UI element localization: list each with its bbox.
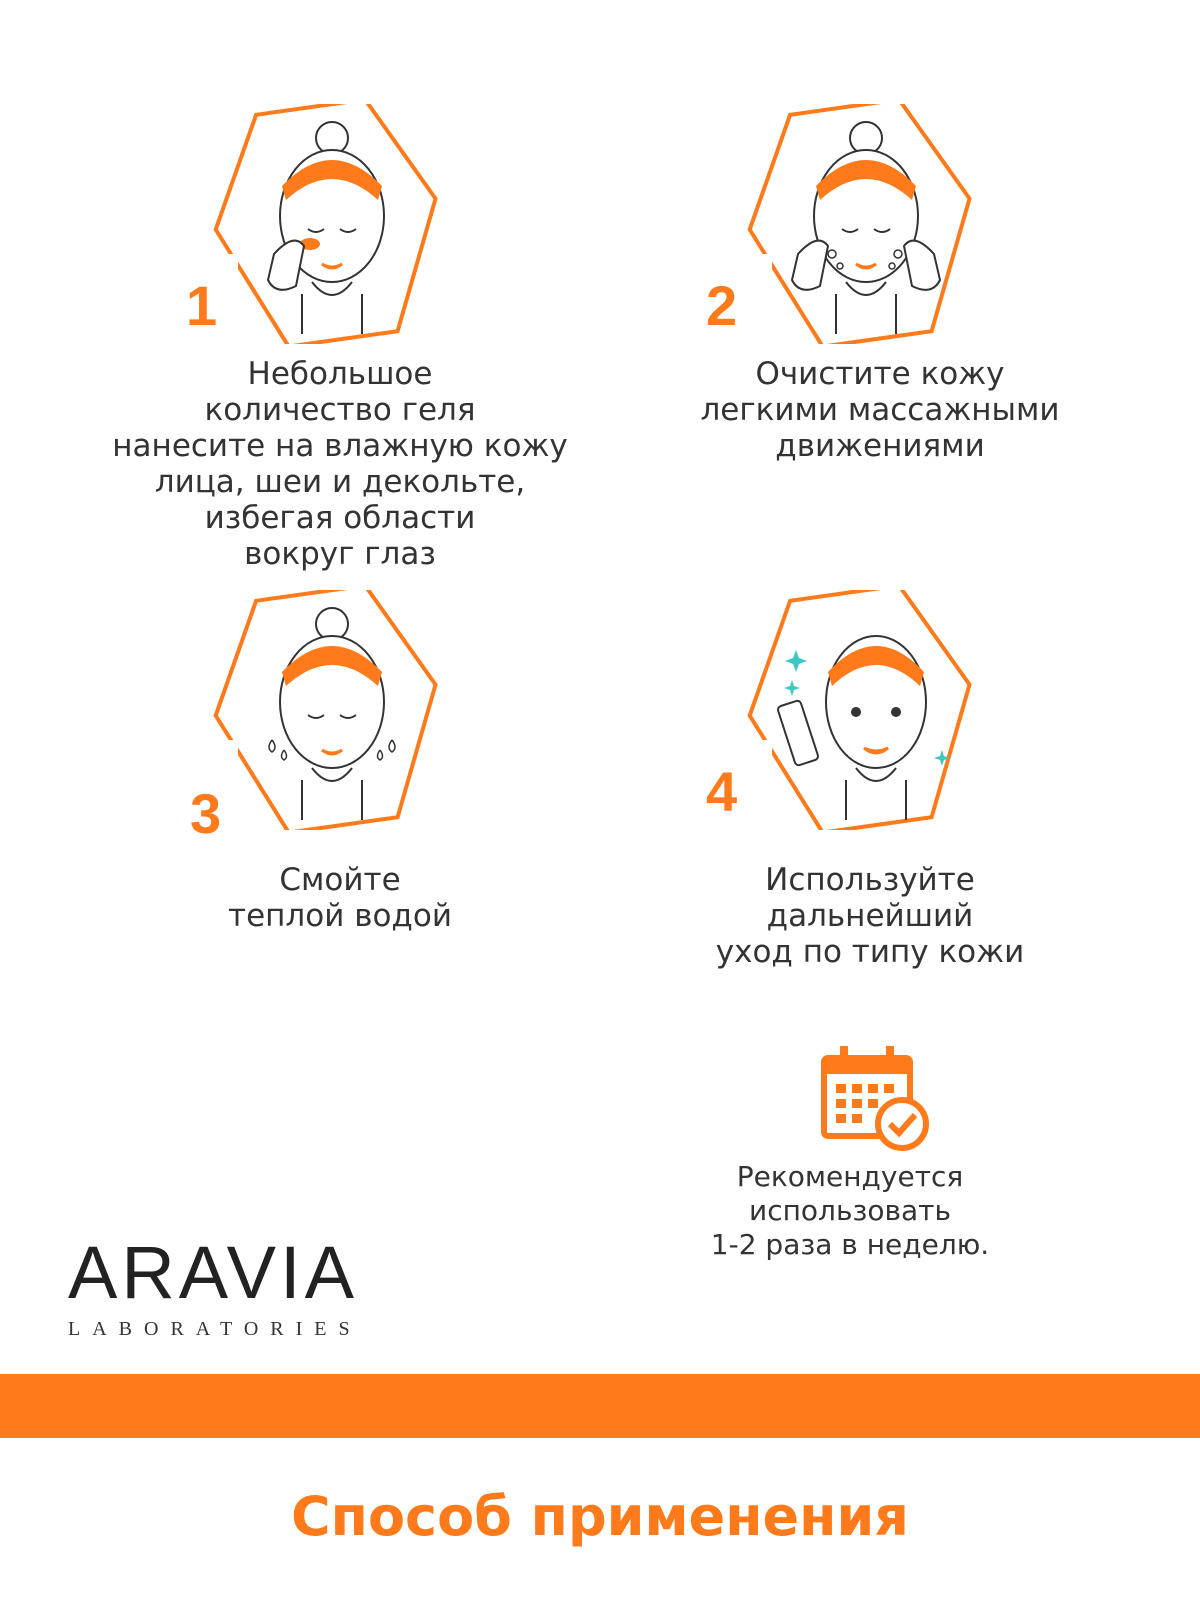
step-4-number: 4 — [706, 760, 738, 823]
accent-bar — [0, 1374, 1200, 1438]
step-1-number: 1 — [186, 274, 218, 337]
face-apply-gel-icon — [212, 104, 442, 344]
step-2-number: 2 — [706, 274, 738, 337]
recommendation-text: Рекомендуется использовать 1-2 раза в неделю. — [710, 1160, 990, 1261]
brand-name: ARAVIA — [68, 1231, 358, 1314]
face-massage-icon — [746, 104, 976, 344]
brand-subtitle: LABORATORIES — [68, 1318, 362, 1340]
face-care-product-icon — [746, 590, 976, 830]
brand-logo — [68, 1231, 408, 1341]
step-3-description: Смойте теплой водой — [228, 862, 452, 934]
step-1-description: Небольшое количество геля нанесите на влажную кожу лица, шеи и декольте, избегая области вокруг глаз — [112, 356, 568, 572]
step-2-description: Очистите кожу легкими массажными движениями — [700, 356, 1060, 464]
page-title: Способ применения — [291, 1485, 909, 1548]
step-3-number: 3 — [190, 782, 222, 845]
calendar-check-icon — [820, 1044, 930, 1154]
step-4-description: Используйте дальнейший уход по типу кожи — [715, 862, 1025, 970]
face-wash-icon — [212, 590, 442, 830]
